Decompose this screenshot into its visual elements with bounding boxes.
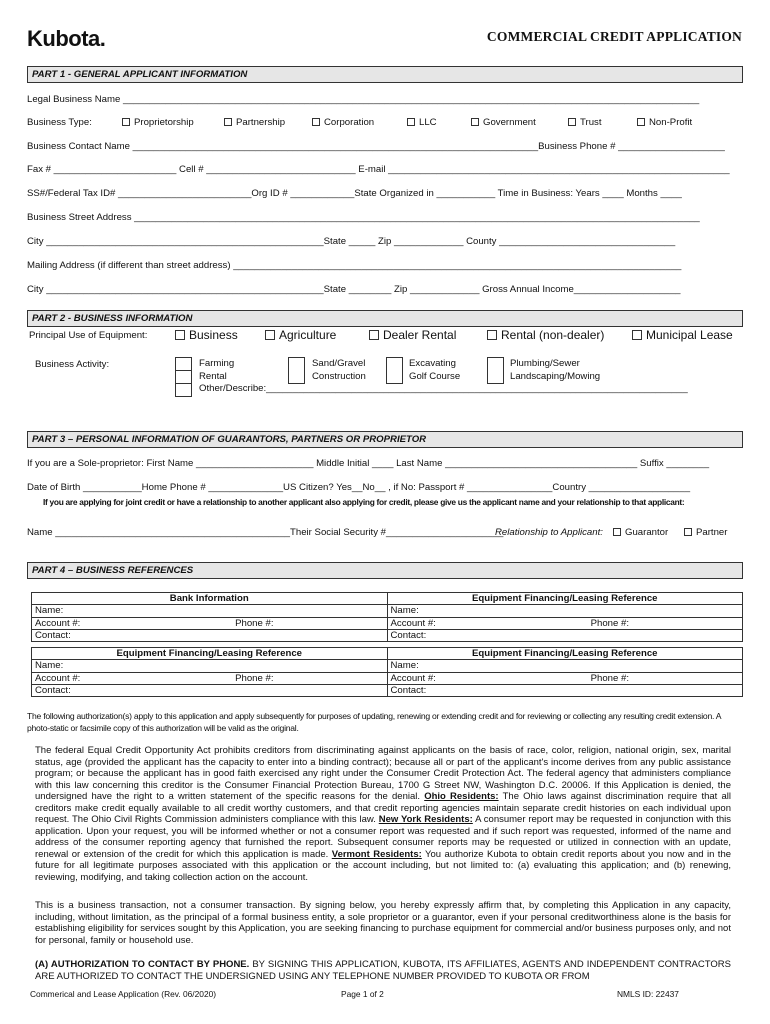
activity-col4: Plumbing/Sewer Landscaping/Mowing xyxy=(510,358,601,382)
equip3-account-phone-field[interactable]: Account #: Phone #: xyxy=(387,672,743,684)
checkbox-icon[interactable] xyxy=(224,118,232,126)
business-type-label: Business Type: xyxy=(27,117,92,128)
equip3-contact-field[interactable]: Contact: xyxy=(387,684,743,696)
city-state-zip-income-field[interactable]: City ____________________________________________________State ________ Zip _____________ Gross Annual Income____________________ xyxy=(27,284,681,295)
type-trust[interactable]: Trust xyxy=(568,117,602,128)
equip3-header: Equipment Financing/Leasing Reference xyxy=(387,648,743,660)
city-state-zip-county-field[interactable]: City ____________________________________________________State _____ Zip _____________ County _________________________________ xyxy=(27,236,676,247)
checkbox-icon[interactable] xyxy=(407,118,415,126)
business-transaction-paragraph: This is a business transaction, not a consumer transaction. By signing below, you hereby expressly affirm that, by completing this Application in any capacity, including, without limitation, as the principal of a formal business entity, a sole proprietor or a guarantor, even if your personal creditworthiness alone is the basis for establishing eligibility for services sought by this Application, you are seeking financing to purchase equipment for commercial and/or business purposes only, and not for personal, family or household use. xyxy=(35,900,731,946)
checkbox-icon[interactable] xyxy=(265,330,275,340)
relationship-label: Relationship to Applicant: xyxy=(495,527,603,538)
vt-residents-label: Vermont Residents: xyxy=(331,848,422,860)
business-activity-label: Business Activity: xyxy=(35,359,110,370)
checkbox-icon[interactable] xyxy=(369,330,379,340)
activity-col3: Excavating Golf Course xyxy=(409,358,461,382)
guarantor-name-field[interactable]: If you are a Sole-proprietor: First Name ______________________ Middle Initial ____ Last Name ____________________________________ Suffix ________ xyxy=(27,458,710,469)
rel-guarantor[interactable]: Guarantor xyxy=(613,527,668,538)
footer-nmls-id: NMLS ID: 22437 xyxy=(617,989,679,999)
bank-account-phone-field[interactable]: Account #: Phone #: xyxy=(32,617,388,629)
document-title: COMMERCIAL CREDIT APPLICATION xyxy=(486,29,742,44)
legal-business-name-field[interactable]: Legal Business Name ____________________________________________________________________________________________________________ xyxy=(27,94,700,105)
checkbox-icon[interactable] xyxy=(487,330,497,340)
references-table-top xyxy=(31,592,743,642)
part2-header: PART 2 - BUSINESS INFORMATION xyxy=(27,310,743,327)
equip-ref-header: Equipment Financing/Leasing Reference xyxy=(387,593,743,605)
authorization-note: The following authorization(s) apply to this application and apply subsequently for purposes of updating, renewing or extending credit and for reviewing or collecting any resulting credit extension. A photo-static or facsimile copy of this authorization will be valid as the original. xyxy=(27,711,721,733)
checkbox-icon[interactable] xyxy=(613,528,621,536)
use-municipal-lease[interactable]: Municipal Lease xyxy=(632,328,733,342)
ecoa-paragraph: The federal Equal Credit Opportunity Act prohibits creditors from discriminating against applicants on the basis of race, color, religion, national origin, sex, marital status, age (provided the applicant has the capacity to enter into a binding contract); because all or part of the applicant's income derives from any public assistance program; or because the applicant has in good faith exercised any right under the Consumer Credit Protection Act. The federal agency that administers compliance with this law concerning this creditor is the Consumer Financial Protection Bureau, 1700 G Street NW, Washington D.C. 20006. If this Application is denied, the undersigned have the right to a written statement of the specific reasons for the denial. Ohio Residents: The Ohio laws against discrimination require that all creditors make credit equally available to all credit worthy customers, and that credit reporting agencies maintain separate credit histories on each individual upon request. The Ohio Civil Rights Commission administers compliance with this law. New York Residents: A consumer report may be requested in conjunction with this application. Upon your request, you will be informed whether or not a consumer report was requested and if such report was requested, informed of the name and address of the consumer reporting agency that furnished the report. Subsequent consumer reports may be requested or utilized in connection with an update, renewal or extension of the credit for which this application is made. Vermont Residents: You authorize Kubota to obtain credit reports about you now and in the future for all legitimate purposes associated with this application or the account including, but not limited to: (a) evaluating this application; and (b) renewing, reviewing, modifying, and taking collection action on the account. xyxy=(35,745,732,884)
principal-use-label: Principal Use of Equipment: xyxy=(29,330,148,341)
street-address-field[interactable]: Business Street Address __________________________________________________________________________________________________________ xyxy=(27,212,700,223)
checkbox-icon[interactable] xyxy=(637,118,645,126)
relationship-row xyxy=(27,527,743,538)
part3-header: PART 3 – PERSONAL INFORMATION OF GUARANTORS, PARTNERS OR PROPRIETOR xyxy=(27,431,743,448)
type-llc[interactable]: LLC xyxy=(407,117,437,128)
relation-name-ssn-field[interactable]: Name ____________________________________________Their Social Security #______________________ xyxy=(27,527,504,538)
checkbox-other[interactable] xyxy=(175,383,192,397)
footer-page-number: Page 1 of 2 xyxy=(341,989,384,999)
equip1-account-phone-field[interactable]: Account #: Phone #: xyxy=(387,617,743,629)
business-contact-field[interactable]: Business Contact Name ____________________________________________________________________________Business Phone # ____________________ xyxy=(27,141,725,152)
dob-phone-citizen-field[interactable]: Date of Birth ___________Home Phone # ______________US Citizen? Yes__No__ , if No: Passport # ________________Country ___________________ xyxy=(27,482,691,493)
kubota-logo: Kubota. xyxy=(27,26,106,51)
type-proprietorship[interactable]: Proprietorship xyxy=(122,117,194,128)
activity-col1: Farming Rental xyxy=(199,358,235,382)
use-rental-nondealer[interactable]: Rental (non-dealer) xyxy=(487,328,604,342)
equip1-contact-field[interactable]: Contact: xyxy=(387,629,743,641)
checkbox-icon[interactable] xyxy=(175,330,185,340)
activity-col2: Sand/Gravel Construction xyxy=(312,358,366,382)
equip2-account-phone-field[interactable]: Account #: Phone #: xyxy=(32,672,388,684)
tax-id-field[interactable]: SS#/Federal Tax ID# _________________________Org ID # ____________State Organized in ___________ Time in Business: Years ____ Months ____ xyxy=(27,188,682,199)
checkbox-icon[interactable] xyxy=(471,118,479,126)
equip1-name-field[interactable]: Name: xyxy=(387,605,743,617)
part1-header: PART 1 - GENERAL APPLICANT INFORMATION xyxy=(27,66,743,83)
joint-credit-note: If you are applying for joint credit or have a relationship to another applicant also applying for credit, please give us the applicant name and your relationship to that applicant: xyxy=(43,497,685,507)
business-type-row xyxy=(27,117,743,128)
checkbox-excavating-golf[interactable] xyxy=(386,357,403,384)
ny-residents-label: New York Residents: xyxy=(378,814,473,826)
equip2-header: Equipment Financing/Leasing Reference xyxy=(32,648,388,660)
fax-cell-email-field[interactable]: Fax # _______________________ Cell # ____________________________ E-mail ________________________________________________________________ xyxy=(27,164,730,175)
ohio-residents-label: Ohio Residents: xyxy=(424,791,499,803)
footer-form-id: Commerical and Lease Application (Rev. 06/2020) xyxy=(30,989,217,999)
equip2-contact-field[interactable]: Contact: xyxy=(32,684,388,696)
phone-authorization-paragraph: (A) AUTHORIZATION TO CONTACT BY PHONE. BY SIGNING THIS APPLICATION, KUBOTA, ITS AFFILIATES, AGENTS AND INDEPENDENT CONTRACTORS ARE AUTHORIZED TO CONTACT THE UNDERSIGNED USING ANY TELEPHONE NUMBER PROVIDED TO KUBOTA OR FROM xyxy=(35,959,731,982)
checkbox-plumbing-landscaping[interactable] xyxy=(487,357,504,384)
checkbox-icon[interactable] xyxy=(312,118,320,126)
type-partnership[interactable]: Partnership xyxy=(224,117,285,128)
type-government[interactable]: Government xyxy=(471,117,536,128)
checkbox-sand-construction[interactable] xyxy=(288,357,305,384)
checkbox-icon[interactable] xyxy=(632,330,642,340)
part4-header: PART 4 – BUSINESS REFERENCES xyxy=(27,562,743,579)
equip2-name-field[interactable]: Name: xyxy=(32,660,388,672)
use-dealer-rental[interactable]: Dealer Rental xyxy=(369,328,456,342)
type-corporation[interactable]: Corporation xyxy=(312,117,374,128)
references-table-bottom xyxy=(31,647,743,697)
checkbox-rental[interactable] xyxy=(175,370,192,384)
bank-info-header: Bank Information xyxy=(32,593,388,605)
checkbox-icon[interactable] xyxy=(684,528,692,536)
use-business[interactable]: Business xyxy=(175,328,238,342)
other-describe-field[interactable]: Other/Describe:_______________________________________________________________________________ xyxy=(199,383,688,394)
checkbox-icon[interactable] xyxy=(122,118,130,126)
mailing-address-field[interactable]: Mailing Address (if different than street address) ____________________________________________________________________________________ xyxy=(27,260,682,271)
use-agriculture[interactable]: Agriculture xyxy=(265,328,336,342)
bank-contact-field[interactable]: Contact: xyxy=(32,629,388,641)
rel-partner[interactable]: Partner xyxy=(684,527,727,538)
bank-name-field[interactable]: Name: xyxy=(32,605,388,617)
checkbox-icon[interactable] xyxy=(568,118,576,126)
type-nonprofit[interactable]: Non-Profit xyxy=(637,117,692,128)
checkbox-farming[interactable] xyxy=(175,357,192,371)
equip3-name-field[interactable]: Name: xyxy=(387,660,743,672)
